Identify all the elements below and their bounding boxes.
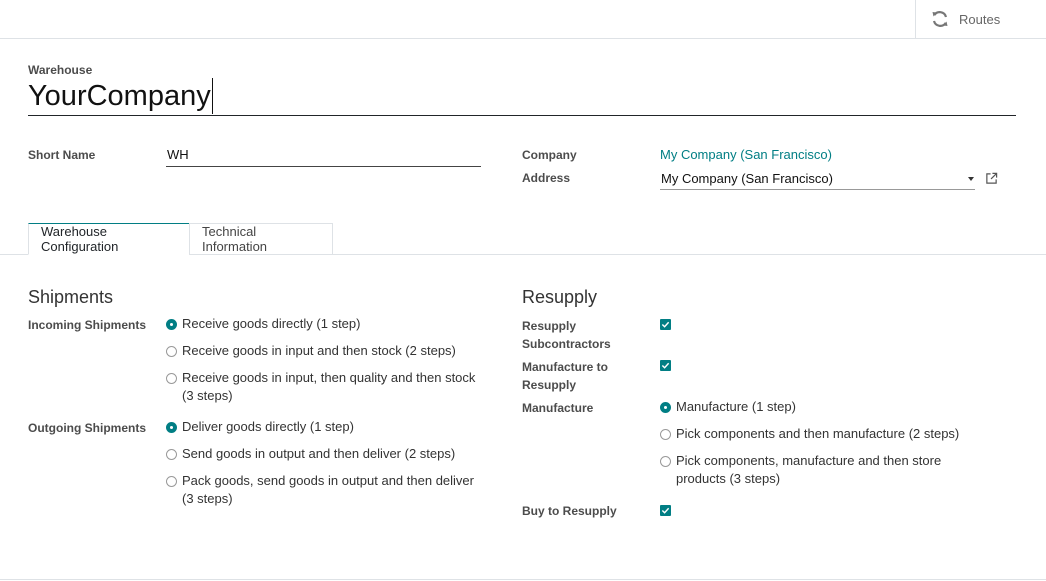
tab-technical-information[interactable]: Technical Information: [189, 223, 333, 255]
routes-button[interactable]: [915, 0, 1046, 38]
check-icon: [661, 506, 670, 515]
outgoing-option-1-radio[interactable]: [166, 422, 177, 433]
shipments-section-title: Shipments: [28, 287, 114, 307]
check-icon: [661, 361, 670, 370]
incoming-option-1-label: Receive goods directly (1 step): [182, 316, 361, 331]
check-icon: [661, 320, 670, 329]
resupply-subcontractors-label: Resupply Subcontractors: [522, 319, 611, 351]
outgoing-option-2-radio[interactable]: [166, 449, 177, 460]
incoming-option-3-label: Receive goods in input, then quality and then stock (3 steps): [182, 370, 476, 403]
routes-button-label: Routes: [959, 11, 1001, 27]
outgoing-option-2-label: Send goods in output and then deliver (2 steps): [182, 446, 456, 461]
incoming-option-3-radio[interactable]: [166, 373, 177, 384]
manufacture-option-1-label: Manufacture (1 step): [676, 399, 796, 414]
resupply-section-title: Resupply: [522, 287, 598, 307]
external-link-icon[interactable]: [985, 172, 998, 185]
refresh-icon: [930, 9, 950, 29]
warehouse-name-field[interactable]: [28, 78, 1016, 116]
manufacture-option-2-radio[interactable]: [660, 429, 671, 440]
short-name-input[interactable]: WH: [166, 146, 481, 167]
manufacture-option-3-radio[interactable]: [660, 456, 671, 467]
buy-to-resupply-label: Buy to Resupply: [522, 504, 617, 518]
company-link[interactable]: My Company (San Francisco): [660, 147, 832, 162]
bottom-divider: [0, 579, 1046, 580]
top-bar: [0, 0, 1046, 39]
manufacture-option-2-label: Pick components and then manufacture (2 steps): [676, 426, 960, 441]
chevron-down-icon[interactable]: [968, 177, 974, 181]
outgoing-option-1-label: Deliver goods directly (1 step): [182, 419, 354, 434]
warehouse-name-input[interactable]: YourCompany: [28, 80, 211, 112]
incoming-shipments-label: Incoming Shipments: [28, 318, 147, 332]
manufacture-to-resupply-label: Manufacture to Resupply: [522, 360, 609, 392]
incoming-option-2-label: Receive goods in input and then stock (2 steps): [182, 343, 456, 358]
manufacture-to-resupply-checkbox[interactable]: [660, 360, 671, 371]
resupply-subcontractors-checkbox[interactable]: [660, 319, 671, 330]
outgoing-option-3-radio[interactable]: [166, 476, 177, 487]
outgoing-shipments-label: Outgoing Shipments: [28, 421, 146, 435]
address-select[interactable]: My Company (San Francisco): [660, 170, 975, 190]
short-name-label: Short Name: [28, 148, 96, 162]
manufacture-option-3-label: Pick components, manufacture and then store products (3 steps): [676, 453, 942, 486]
incoming-option-2-radio[interactable]: [166, 346, 177, 357]
address-label: Address: [522, 171, 571, 185]
incoming-option-1-radio[interactable]: [166, 319, 177, 330]
outgoing-option-3-label: Pack goods, send goods in output and then deliver (3 steps): [182, 473, 474, 506]
buy-to-resupply-checkbox[interactable]: [660, 505, 671, 516]
manufacture-option-1-radio[interactable]: [660, 402, 671, 413]
company-label: Company: [522, 148, 577, 162]
tab-warehouse-configuration[interactable]: Warehouse Configuration: [28, 223, 190, 255]
manufacture-label: Manufacture: [522, 401, 594, 415]
warehouse-name-label: Warehouse: [28, 63, 93, 77]
